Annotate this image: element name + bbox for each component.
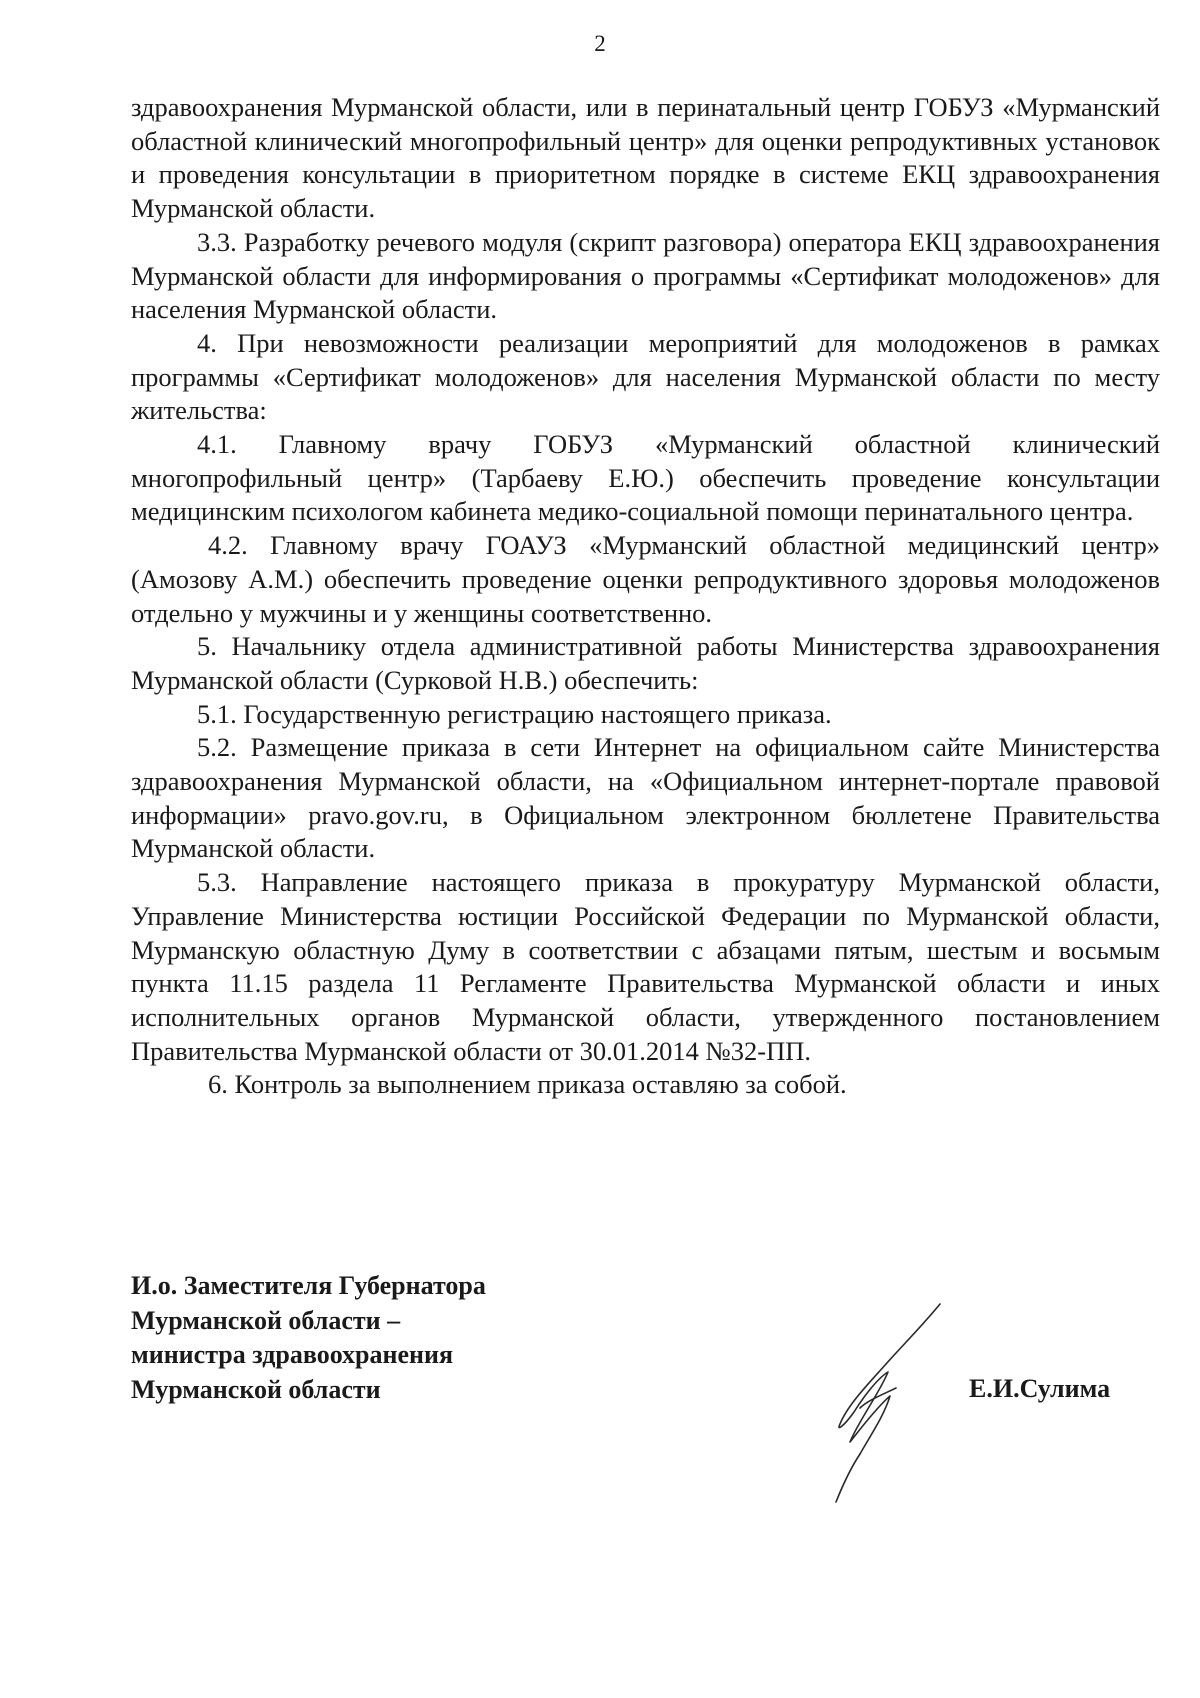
paragraph-4: 4. При невозможности реализации мероприятий для молодоженов в рамках программы «Сертификат молодоженов» для населения Мурманской области по месту жительства: — [131, 327, 1160, 426]
paragraph-5-3: 5.3. Направление настоящего приказа в прокуратуру Мурманской области, Управление Министерства юстиции Российской Федерации по Мурманской области, Мурманскую областную Думу в соответствии с абзацами пятым, шестым и восьмым пункта 11.15 раздела 11 Регламенте Правительства Мурманской области и иных исполнительных органов Мурманской области, утвержденного постановлением Правительства Мурманской области от 30.01.2014 №32-ПП. — [131, 867, 1160, 1066]
paragraph-continuation: здравоохранения Мурманской области, или в перинатальный центр ГОБУЗ «Мурманский областной клинический многопрофильный центр» для оценки репродуктивных установок и проведения консультации в приоритетном порядке в системе ЕКЦ здравоохранения Мурманской области. — [131, 92, 1160, 224]
signer-position-line: Мурманской области — [131, 1374, 381, 1404]
signer-position-line: Мурманской области – — [131, 1305, 401, 1335]
order-body — [131, 91, 1160, 1102]
paragraph-3-3: 3.3. Разработку речевого модуля (скрипт разговора) оператора ЕКЦ здравоохранения Мурманской области для информирования о программы «Сертификат молодоженов» для населения Мурманской области. — [131, 226, 1160, 325]
handwritten-signature — [800, 1296, 950, 1506]
paragraph-4-1: 4.1. Главному врачу ГОБУЗ «Мурманский областной клинический многопрофильный центр» (Тарбаеву Е.Ю.) обеспечить проведение консультации медицинским психологом кабинета медико-социальной помощи перинатального центра. — [131, 429, 1160, 527]
signer-position-line: министра здравоохранения — [131, 1340, 454, 1369]
signer-name: Е.И.Сулима — [969, 1374, 1111, 1403]
page-number: 2 — [594, 31, 606, 56]
paragraph-6: 6. Контроль за выполнением приказа оставляю за собой. — [208, 1069, 847, 1100]
paragraph-5-2: 5.2. Размещение приказа в сети Интернет на официальном сайте Министерства здравоохранения Мурманской области, на «Официальном интернет-портале правовой информации» pravo.gov.ru, в Официальном электронном бюллетене Правительства Мурманской области. — [131, 732, 1160, 864]
paragraph-4-2: 4.2. Главному врачу ГОАУЗ «Мурманский областной медицинский центр» (Амозову А.М.) обеспечить проведение оценки репродуктивного здоровья молодоженов отдельно у мужчины и у женщины соответственно. — [131, 530, 1160, 628]
paragraph-5-1: 5.1. Государственную регистрацию настоящего приказа. — [197, 698, 832, 729]
signer-position — [131, 1269, 486, 1407]
paragraph-5: 5. Начальнику отдела административной работы Министерства здравоохранения Мурманской области (Сурковой Н.В.) обеспечить: — [131, 631, 1160, 695]
signer-position-line: И.о. Заместителя Губернатора — [131, 1271, 486, 1300]
